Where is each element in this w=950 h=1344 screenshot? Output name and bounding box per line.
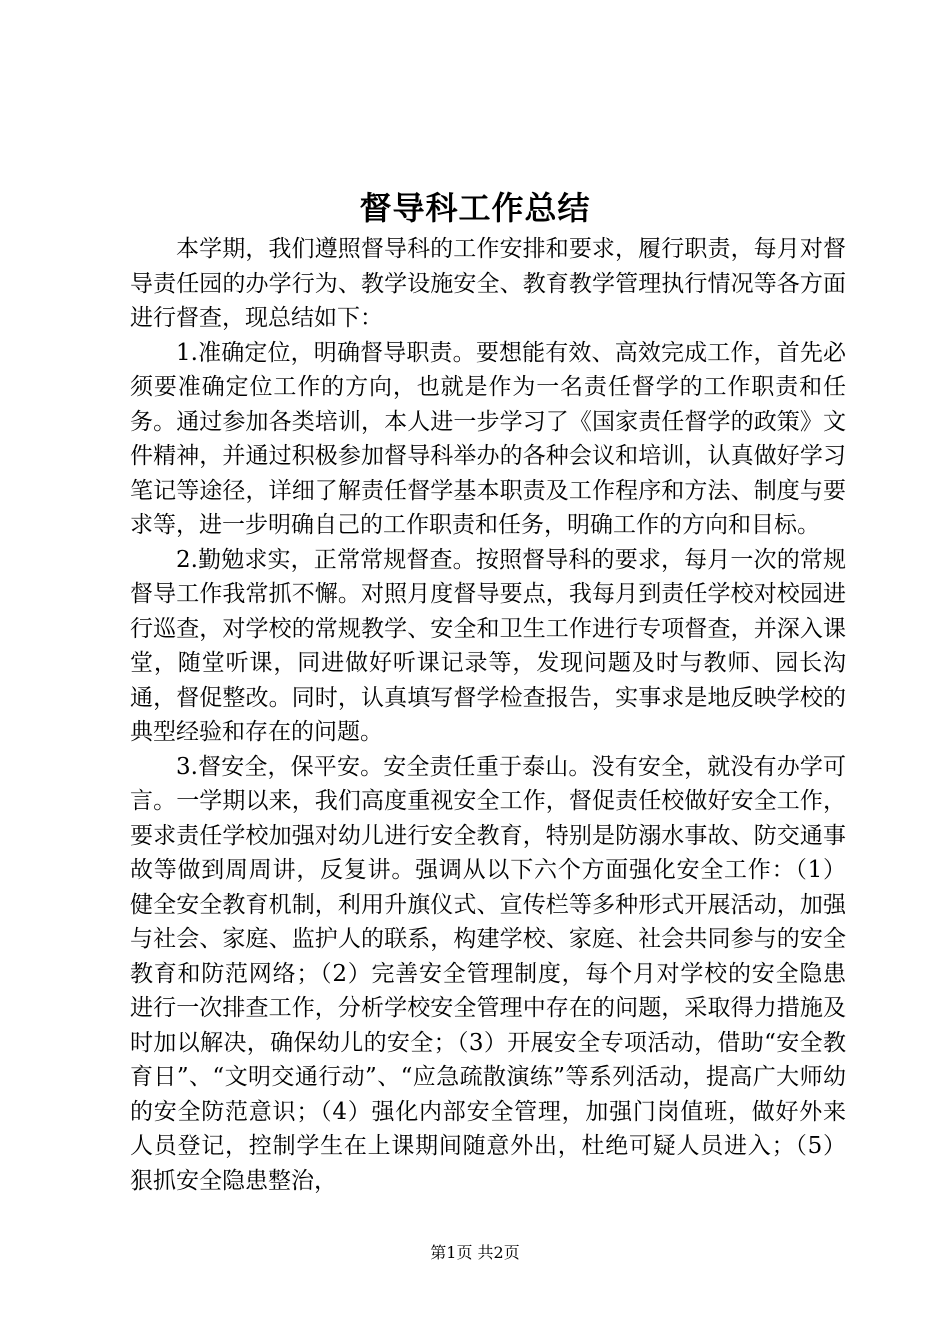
paragraph-intro: 本学期，我们遵照督导科的工作安排和要求，履行职责，每月对督导责任园的办学行为、教学设施安全、教育教学管理执行情况等各方面进行督查，现总结如下：	[130, 236, 846, 331]
paragraph-section-3: 3.督安全，保平安。安全责任重于泰山。没有安全，就没有办学可言。一学期以来，我们高度重视安全工作，督促责任校做好安全工作，要求责任学校加强对幼儿进行安全教育，特别是防溺水事故、防交通事故等做到周周讲，反复讲。强调从以下六个方面强化安全工作：（1）健全安全教育机制，利用升旗仪式、宣传栏等多种形式开展活动，加强与社会、家庭、监护人的联系，构建学校、家庭、社会共同参与的安全教育和防范网络；（2）完善安全管理制度，每个月对学校的安全隐患进行一次排查工作，分析学校安全管理中存在的问题，采取得力措施及时加以解决，确保幼儿的安全；（3）开展安全专项活动，借助“安全教育日”、“文明交通行动”、“应急疏散演练”等系列活动，提高广大师幼的安全防范意识；（4）强化内部安全管理，加强门岗值班，做好外来人员登记，控制学生在上课期间随意外出，杜绝可疑人员进入；（5）狠抓安全隐患整治，	[130, 753, 846, 1194]
document-body	[130, 232, 846, 1198]
page-number-footer: 第1页 共2页	[430, 1243, 520, 1262]
paragraph-section-1: 1.准确定位，明确督导职责。要想能有效、高效完成工作，首先必须要准确定位工作的方向，也就是作为一名责任督学的工作职责和任务。通过参加各类培训，本人进一步学习了《国家责任督学的政策》文件精神，并通过积极参加督导科举办的各种会议和培训，认真做好学习笔记等途径，详细了解责任督学基本职责及工作程序和方法、制度与要求等，进一步明确自己的工作职责和任务，明确工作的方向和目标。	[130, 339, 846, 538]
paragraph-section-2: 2.勤勉求实，正常常规督查。按照督导科的要求，每月一次的常规督导工作我常抓不懈。对照月度督导要点，我每月到责任学校对校园进行巡查，对学校的常规教学、安全和卫生工作进行专项督查，并深入课堂，随堂听课，同进做好听课记录等，发现问题及时与教师、园长沟通，督促整改。同时，认真填写督学检查报告，实事求是地反映学校的典型经验和存在的问题。	[130, 546, 846, 745]
document-title: 督导科工作总结	[359, 189, 591, 227]
